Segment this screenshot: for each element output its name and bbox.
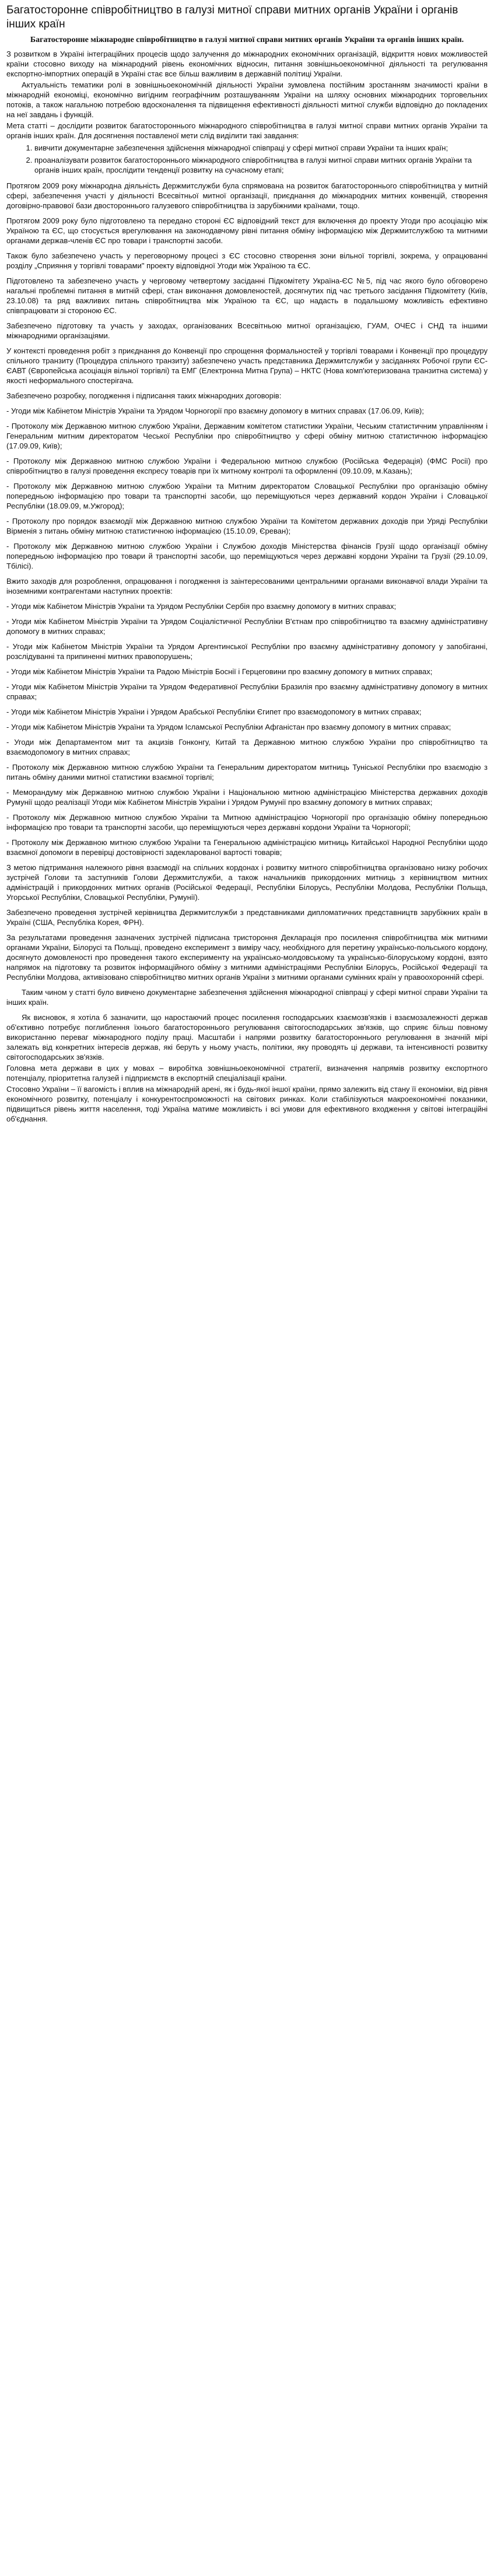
intro-paragraph: Мета статті – дослідити розвиток багатостороннього міжнародного співробітництва в галузі митної справи митних органів України та органів інших країн. Для досягнення поставленої мети слід виділити такі завдання:: [6, 121, 488, 140]
article-title: Багатосторонне співробітництво в галузі митної справи митних органів України і органів інших країн: [6, 4, 458, 30]
project-item: - Угоди між Кабінетом Міністрів України та Урядом Соціалістичної Республіки В'єтнам про співробітництво та взаємну адміністративну допомогу в митних справах;: [6, 617, 488, 636]
projects-section: [6, 601, 488, 1007]
article-subtitle: Багатосторонне міжнародне співробітництво в галузі митної справи митних органів України та органів інших країн.: [30, 36, 464, 44]
body-paragraph: За результатами проведення зазначених зустрічей підписана тристороння Декларація про посилення співробітництва між митними органами України, Білорусі та Польщі, проведено експеримент з виміру часу, необхідного для перетину українсько-польського кордону, досягнуто домовленості про проведення такого експерименту на українсько-молдовському та українсько-білоруському кордоні, взято напрямок на підготовку та розвиток інформаційного обміну з митними адміністраціями Республіки Білорусь, Російської Федерації та Республіки Молдова, активізовано співробітництво митних органів України з митними органами сумінних країн у правоохоронній сфері.: [6, 933, 488, 982]
body-paragraph: Таким чином у статті було вивчено документарне забезпечення здійснення міжнародної співпраці у сфері митної справи України та інших країн.: [6, 988, 488, 1007]
body-paragraph: У контексті проведення робіт з приєднання до Конвенції про спрощення формальностей у торгівлі товарами і Конвенції про процедуру спільного транзиту (Процедура спільного транзиту) забезпечено участь представника Держмитслужби у засіданнях Робочої групи ЄС-ЄАВТ (Європейська асоціація вільної торгівлі) та ЕМГ (Електронна Митна Група) – НКТС (Нова комп'ютеризована транзитна система) у якості неформального спостерігача.: [6, 346, 488, 385]
project-item: - Протоколу між Державною митною службою України та Генеральною адміністрацією митниць Китайської Народної Республіки щодо взаємної допомоги в перевірці достовірності задекларованої вартості товарів;: [6, 838, 488, 857]
body-paragraph: Підготовлено та забезпечено участь у черговому четвертому засіданні Підкомітету Україна-ЄС №5, під час якого було обговорено нагальні проблемні питання в митній сфері, стан виконання домовленостей, досягнутих під час третього засідання Підкомітету (Київ, 23.10.08) та ряд важливих питань співробітництва між Україною та ЄС, що надасть в подальшому можливість ефективно співпрацювати зі стороною ЄС.: [6, 276, 488, 315]
project-item: - Угоди між Кабінетом Міністрів України та Урядом Аргентинської Республіки про взаємну адміністративну допомогу у запобіганні, розслідуванні та припиненні митних правопорушень;: [6, 642, 488, 661]
body-paragraph: Також було забезпечено участь у переговорному процесі з ЄС стосовно створення зони вільної торгівлі, зокрема, у опрацюванні розділу „Сприяння у торгівлі товарами" проекту відповідної Угоди між Україною та ЄС.: [6, 251, 488, 270]
body-paragraph: З метою підтримання належного рівня взаємодії на спільних кордонах і розвитку митного співробітництва організовано низку робочих зустрічей Голови та заступників Голови Держмитслужби, а також начальників прикордонних митниць з керівництвом митних адміністрацій і прикордонних митних органів (Російської Федерації, Республіки Білорусь, Республіки Молдова, Республіки Польща, Угорської Республіки, Словацької Республіки, Румунії).: [6, 863, 488, 902]
treaty-item: - Угоди між Кабінетом Міністрів України та Урядом Чорногорії про взаємну допомогу в митних справах (17.06.09, Київ);: [6, 406, 424, 415]
body-section: [6, 181, 488, 401]
project-item: - Угоди між Кабінетом Міністрів України і Урядом Арабської Республіки Єгипет про взаємодопомогу в митних справах;: [6, 707, 422, 716]
treaty-item: - Протоколу між Державною митною службою України та Митним директоратом Словацької Республіки про організацію обміну попередньою інформацією про товари та транспортні засоби, що переміщуються через державний кордон України і Словацької Республіки (18.09.09, м.Ужгород);: [6, 482, 488, 510]
intro-paragraph: Актуальність тематики ролі в зовнішньоекономічній діяльності України зумовлена постійним зростанням значимості країни в міжнародній економіці, економічно вигідним географічним розташуванням України на шляху основних міжнародних торговельних потоків, а також нагальною потребою вдосконалення та підвищення ефективності діяльності митної служби відповідно до покладених на неї завдань і функцій.: [6, 80, 488, 119]
project-item: - Угоди між Кабінетом Міністрів України та Урядом Федеративної Республіки Бразилія про взаємну адміністративну допомогу в митних справах;: [6, 682, 488, 701]
intro-paragraph: З розвитком в Україні інтеграційних процесів щодо залучення до міжнародних економічних організацій, відкриття нових можливостей країни стосовно виходу на міжнародний рівень економічних відносин, питання зовнішньоекономічної діяльності та регулювання експортно-імпортних операцій в Україні стає все більш важливим в державній політиці України.: [6, 50, 488, 78]
treaty-item: - Протоколу між Державною митною службою України і Службою доходів Міністерства фінансів Грузії щодо організації обміну попередньою інформацією про товари й транспортні засоби, що переміщуються через державні кордони України та Грузії (29.10.09, Тбілісі).: [6, 542, 488, 570]
project-item: - Угоди між Кабінетом Міністрів України та Радою Міністрів Боснії і Герцеговини про взаємну допомогу в митних справах;: [6, 667, 433, 676]
treaty-item: - Протоколу між Державною митною службою України, Державним комітетом статистики України, Чеським статистичним управлінням і Генеральним митним директоратом Чеської Республіки про співробітництво у сфері обміну митною статистичною інформацією (17.09.09, Київ);: [6, 422, 488, 450]
task-item: 1. вивчити документарне забезпечення здійснення міжнародної співпраці у сфері митної справи України та інших країн;: [34, 143, 488, 153]
project-item: - Угоди між Департаментом мит та акцизів Гонконгу, Китай та Державною митною службою України про співробітництво та взаємодопомогу в митних справах;: [6, 738, 488, 756]
body-paragraph: Протягом 2009 року було підготовлено та передано стороні ЄС відповідний текст для включення до проекту Угоди про асоціацію між Україною та ЄС, що стосується врегулювання на законодавчому рівні питання обміну інформацією між Держмитслужбою та митними органами держав-членів ЄС про товари і транспортні засоби.: [6, 216, 488, 245]
body-paragraph: Вжито заходів для розроблення, опрацювання і погодження із заінтересованими центральними органами виконавчої влади України та іноземними контрагентами наступних проектів:: [6, 577, 488, 595]
project-item: - Протоколу між Державною митною службою України та Генеральним директоратом митниць Туніської Республіки про взаємодію з питань обміну даними митної статистики взаємної торгівлі;: [6, 763, 488, 781]
body-paragraph: Забезпечено підготовку та участь у заходах, організованих Всесвітньою митної організацією, ГУАМ, ОЧЕС і СНД та іншими міжнародними організаціями.: [6, 321, 488, 340]
closing-paragraph: Головна мета держави в цих у мовах – виробітка зовнішньоекономічної стратегії, визначення напрямів розвитку експортного потенціалу, пріоритетна галузей і підприємств в експортній спеціалізації країни.: [6, 1064, 488, 1082]
intro-section: [6, 49, 488, 141]
closing-section: [6, 1012, 488, 1124]
treaties-section: [6, 406, 488, 571]
article-page: [0, 0, 494, 1137]
tasks-list: [6, 143, 488, 175]
project-item: - Протоколу між Державною митною службою України та Митною адміністрацією Чорногорії про організацію обміну попередньою інформацією про товари та транспортні засоби, що переміщуються через державні кордони України та Чорногорії;: [6, 813, 488, 832]
closing-paragraph: Як висновок, я хотіла б зазначити, що наростаючий процес посилення господарських кзаємозв'язків і взаємозалежності держав об'єктивно потребує поглиблення їхнього багатостороннього регулювання світогосподарських зв'язків, що сприяє більш повному використанню переваг міжнародного поділу праці. Масштаби і напрями розвитку багатостороннього регулювання в значній мірі залежать від конкретних інтересів держав, які беруть у ньому участь, політики, яку проводять ці держави, та інтенсивності розвитку світогосподарських зв'язків.: [6, 1013, 488, 1061]
closing-paragraph: Стосовно України – її вагомість і вплив на міжнародній арені, як і будь-якої іншої країни, прямо залежить від стану її економіки, від рівня економічного розвитку, потенціалу і конкурентоспроможності на світових ринках. Коли стабілізуються макроекономічні показники, підвищиться рівень життя населення, тоді Україна матиме можливість і всі умови для ефективного входження у світові інтеграційні об'єднання.: [6, 1085, 488, 1123]
project-item: - Угоди між Кабінетом Міністрів України та Урядом Республіки Сербія про взаємну допомогу в митних справах;: [6, 602, 397, 611]
project-item: - Угоди між Кабінетом Міністрів України та Урядом Ісламської Республіки Афганістан про взаємну допомогу в митних справах;: [6, 723, 451, 731]
project-item: - Меморандуму між Державною митною службою України і Національною митною адміністрацією Міністерства державних доходів Румунії щодо реалізації Угоди між Кабінетом Міністрів України і Урядом Румунії про взаємну допомогу в митних справах;: [6, 788, 488, 807]
body-paragraph: Забезпечено проведення зустрічей керівництва Держмитслужби з представниками дипломатичних представництв зарубіжних країн в Україні (США, Республіка Корея, ФРН).: [6, 908, 488, 927]
body-paragraph: Забезпечено розробку, погодження і підписання таких міжнародних договорів:: [6, 391, 282, 400]
body-paragraph: Протягом 2009 року міжнародна діяльність Держмитслужби була спрямована на розвиток багатостороннього співробітництва у митній сфері, забезпечення участі у діяльності Всесвітньої митної організації, приєднання до міжнародних митних конвенцій, створення договірно-правової бази двостороннього галузевого співробітництва із зарубіжними країнами, тощо.: [6, 181, 488, 210]
treaty-item: - Протоколу про порядок взаємодії між Державною митною службою України та Комітетом державних доходів при Уряді Республіки Вірменія з питань обміну митною статистичною інформацією (15.10.09, Єреван);: [6, 517, 488, 535]
treaty-item: - Протоколу між Державною митною службою України і Федеральною митною службою (Російська Федерація) (ФМС Росії) про співробітництво в галузі проведення експресу товарів при їх митному контролі та оформленні (09.10.09, м.Казань);: [6, 457, 488, 475]
task-item: 2. проаналізувати розвиток багатостороннього міжнародного співробітництва в галузі митної справи митних органів України та органів інших країн, прослідити тенденції розвитку на сучасному етапі;: [34, 155, 488, 175]
